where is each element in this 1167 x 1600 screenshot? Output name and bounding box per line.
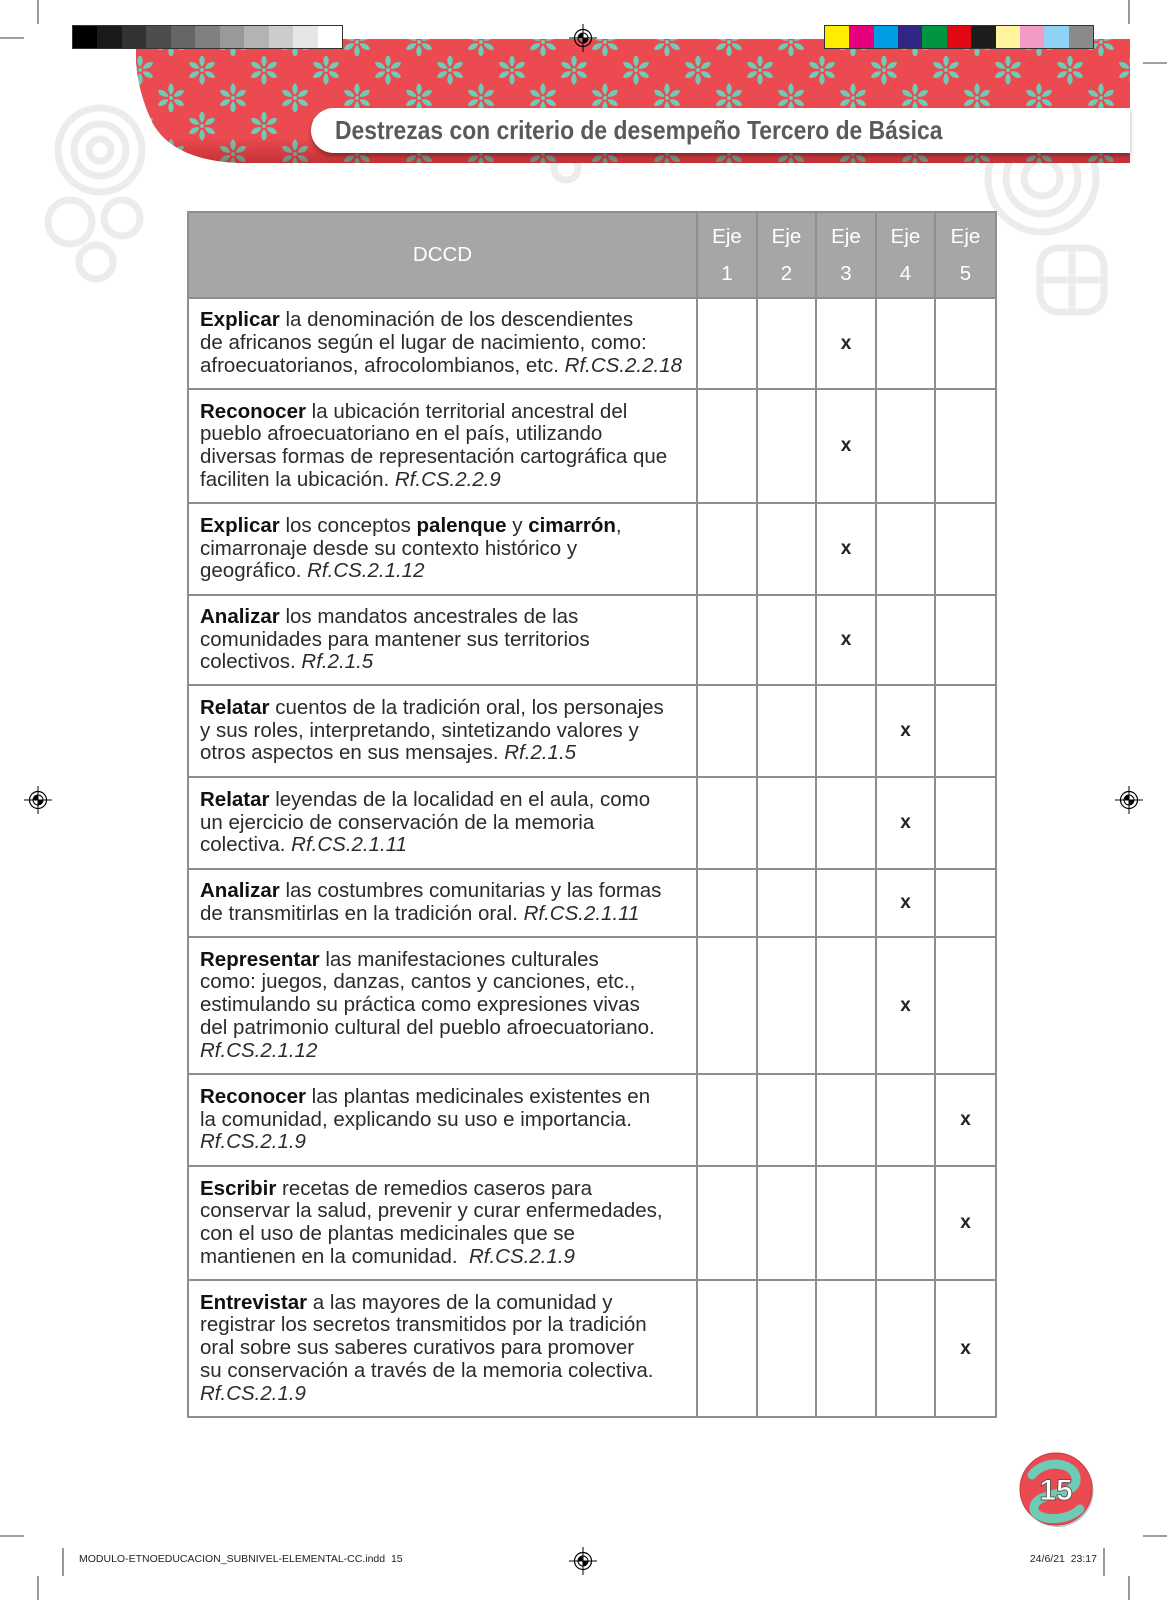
process-color-swatch	[874, 26, 898, 48]
table-row	[188, 503, 996, 595]
table-row	[188, 298, 996, 389]
skill-description	[188, 937, 697, 1074]
eje-2-mark	[757, 685, 816, 777]
table-row	[188, 1280, 996, 1417]
description-line	[200, 629, 696, 652]
eje-5-mark: x	[935, 1280, 996, 1417]
skill-verb: Entrevistar	[200, 1290, 308, 1314]
description-text: la denominación de los descendientes	[279, 308, 634, 332]
eje-4-mark	[876, 503, 935, 595]
process-color-swatch	[922, 26, 946, 48]
eje-3-mark: x	[816, 298, 876, 389]
description-line	[200, 812, 696, 835]
reference-code: Rf.2.1.5	[301, 650, 374, 674]
description-text: y sus roles, interpretando, sintetizando valores y	[200, 718, 639, 742]
footer-file-name: MODULO-ETNOEDUCACION_SUBNIVEL-ELEMENTAL-CC.indd 15	[79, 1553, 403, 1565]
eje-5-mark: x	[935, 1074, 996, 1166]
description-text: y	[506, 513, 529, 537]
skill-verb: Explicar	[200, 308, 280, 332]
eje-3-mark	[816, 1166, 876, 1280]
description-line	[200, 789, 696, 812]
description-line	[200, 515, 696, 538]
description-text: otros aspectos en sus mensajes.	[200, 741, 505, 765]
description-text: a las mayores de la comunidad y	[307, 1290, 613, 1314]
eje-1-mark	[697, 298, 757, 389]
description-line	[200, 1178, 696, 1201]
skill-verb: Relatar	[200, 787, 270, 811]
page-number: 15	[1039, 1474, 1073, 1507]
description-line	[200, 560, 696, 583]
skill-verb: Reconocer	[200, 1084, 306, 1108]
description-line	[200, 538, 696, 561]
description-text: la comunidad, explicando su uso e importancia.	[200, 1107, 632, 1131]
column-header-eje-2	[757, 212, 816, 298]
description-line	[200, 1223, 696, 1246]
grayscale-swatch	[195, 26, 219, 48]
eje-4-mark	[876, 389, 935, 503]
column-header-eje-1	[697, 212, 757, 298]
eje-2-mark	[757, 1074, 816, 1166]
description-line	[200, 1017, 696, 1040]
eje-2-mark	[757, 1166, 816, 1280]
eje-label: Eje	[950, 225, 981, 248]
skill-description	[188, 503, 697, 595]
eje-3-mark	[816, 777, 876, 869]
footer-timestamp: 24/6/21 23:17	[1029, 1553, 1097, 1565]
description-text: las costumbres comunitarias y las formas	[279, 879, 662, 903]
description-line	[200, 742, 696, 765]
eje-number: 4	[899, 262, 912, 285]
description-text: mantienen en la comunidad.	[200, 1244, 469, 1268]
registration-target-icon	[1115, 786, 1143, 814]
eje-1-mark	[697, 685, 757, 777]
eje-3-mark	[816, 937, 876, 1074]
process-color-bar	[824, 25, 1094, 49]
table-row	[188, 1166, 996, 1280]
grayscale-swatch	[73, 26, 97, 48]
eje-2-mark	[757, 869, 816, 937]
reference-code: Rf.CS.2.1.11	[291, 833, 407, 857]
grayscale-swatch	[146, 26, 170, 48]
eje-label: Eje	[831, 225, 861, 248]
grayscale-swatch	[269, 26, 293, 48]
column-header-eje-3	[816, 212, 876, 298]
grayscale-swatch	[244, 26, 268, 48]
description-line	[200, 446, 696, 469]
description-line	[200, 1086, 696, 1109]
description-text: cuentos de la tradición oral, los personajes	[269, 695, 664, 719]
table-row	[188, 1074, 996, 1166]
eje-1-mark	[697, 389, 757, 503]
eje-1-mark	[697, 937, 757, 1074]
description-line	[200, 903, 696, 926]
skill-description	[188, 298, 697, 389]
description-text: diversas formas de representación cartográfica que	[200, 445, 668, 468]
skill-verb: Analizar	[200, 879, 280, 903]
reference-code: Rf.2.1.5	[504, 741, 577, 765]
description-line	[200, 1109, 696, 1132]
skill-verb: Representar	[200, 947, 320, 971]
grayscale-swatch	[318, 26, 342, 48]
description-line	[200, 1200, 696, 1223]
skill-verb: Reconocer	[200, 399, 306, 423]
description-text: colectiva.	[200, 833, 292, 857]
table-row	[188, 777, 996, 869]
eje-2-mark	[757, 503, 816, 595]
description-text: del patrimonio cultural del pueblo afroecuatoriano.	[200, 1015, 655, 1039]
description-text: la ubicación territorial ancestral del	[305, 399, 628, 423]
description-text: las plantas medicinales existentes en	[305, 1084, 651, 1108]
skill-description	[188, 777, 697, 869]
grayscale-swatch	[97, 26, 121, 48]
skill-verb: palenque	[416, 513, 507, 537]
description-text: conservar la salud, prevenir y curar enfermedades,	[200, 1199, 663, 1223]
eje-2-mark	[757, 777, 816, 869]
description-line	[200, 401, 696, 424]
description-text: los mandatos ancestrales de las	[279, 604, 579, 628]
eje-5-mark	[935, 869, 996, 937]
eje-2-mark	[757, 298, 816, 389]
eje-5-mark	[935, 503, 996, 595]
reference-code: Rf.CS.2.1.12	[307, 559, 425, 583]
description-text: oral sobre sus saberes curativos para promover	[200, 1336, 635, 1360]
description-text: un ejercicio de conservación de la memoria	[200, 810, 595, 834]
registration-target-icon	[24, 786, 52, 814]
eje-label: Eje	[712, 225, 742, 248]
description-text: con el uso de plantas medicinales que se	[200, 1222, 575, 1245]
page-title: Destrezas con criterio de desempeño Tercero de Básica	[335, 115, 943, 145]
eje-4-mark: x	[876, 937, 935, 1074]
skill-verb: Relatar	[200, 695, 270, 719]
description-line	[200, 651, 696, 674]
table-row	[188, 685, 996, 777]
description-line	[200, 1292, 696, 1315]
description-line	[200, 994, 696, 1017]
eje-1-mark	[697, 1166, 757, 1280]
description-line	[200, 971, 696, 994]
description-text: de africanos según el lugar de nacimiento, como:	[200, 331, 647, 355]
skill-description	[188, 1074, 697, 1166]
description-text: pueblo afroecuatoriano en el país, utilizando	[200, 422, 603, 446]
description-text: su conservación a través de la memoria colectiva.	[200, 1358, 654, 1382]
eje-3-mark	[816, 1074, 876, 1166]
eje-label: Eje	[771, 225, 802, 248]
eje-5-mark	[935, 685, 996, 777]
table-header-row	[188, 212, 996, 298]
eje-1-mark	[697, 869, 757, 937]
eje-number: 1	[721, 262, 733, 285]
column-header-eje-4	[876, 212, 935, 298]
description-line	[200, 355, 696, 378]
eje-4-mark: x	[876, 685, 935, 777]
eje-5-mark	[935, 298, 996, 389]
eje-4-mark	[876, 595, 935, 685]
process-color-swatch	[1069, 26, 1093, 48]
reference-code: Rf.CS.2.1.9	[200, 1381, 306, 1405]
eje-4-mark	[876, 1166, 935, 1280]
description-text: de transmitirlas en la tradición oral.	[200, 902, 524, 925]
eje-4-mark	[876, 1074, 935, 1166]
description-text: los conceptos	[279, 513, 417, 537]
eje-3-mark: x	[816, 595, 876, 685]
skill-description	[188, 1166, 697, 1280]
table-row	[188, 389, 996, 503]
eje-5-mark: x	[935, 1166, 996, 1280]
description-line	[200, 949, 696, 972]
description-line	[200, 309, 696, 332]
table-row	[188, 595, 996, 685]
skill-description	[188, 595, 697, 685]
title-banner	[311, 108, 1130, 153]
description-line	[200, 1131, 696, 1154]
eje-3-mark	[816, 685, 876, 777]
column-header-eje-5	[935, 212, 996, 298]
eje-4-mark	[876, 1280, 935, 1417]
description-text: faciliten la ubicación.	[200, 467, 395, 491]
eje-number: 3	[840, 262, 852, 285]
description-text: recetas de remedios caseros para	[276, 1176, 592, 1200]
eje-1-mark	[697, 595, 757, 685]
eje-5-mark	[935, 389, 996, 503]
description-text: ,	[615, 513, 622, 537]
grayscale-swatch	[122, 26, 146, 48]
process-color-swatch	[1020, 26, 1044, 48]
process-color-swatch	[825, 26, 849, 48]
reference-code: Rf.CS.2.1.9	[200, 1130, 306, 1154]
process-color-swatch	[1044, 26, 1068, 48]
description-text: estimulando su práctica como expresiones vivas	[200, 993, 640, 1017]
eje-5-mark	[935, 937, 996, 1074]
process-color-swatch	[996, 26, 1020, 48]
eje-5-mark	[935, 777, 996, 869]
skill-description	[188, 1280, 697, 1417]
description-line	[200, 469, 696, 492]
eje-2-mark	[757, 1280, 816, 1417]
process-color-swatch	[898, 26, 922, 48]
description-line	[200, 834, 696, 857]
description-line	[200, 423, 696, 446]
description-line	[200, 880, 696, 903]
description-line	[200, 1383, 696, 1406]
description-line	[200, 332, 696, 355]
skill-description	[188, 869, 697, 937]
reference-code: Rf.CS.2.2.18	[564, 353, 683, 377]
eje-2-mark	[757, 937, 816, 1074]
eje-number: 5	[959, 262, 972, 285]
description-text: cimarronaje desde su contexto histórico y	[200, 536, 578, 560]
eje-1-mark	[697, 1280, 757, 1417]
description-text: comunidades para mantener sus territorios	[200, 627, 590, 651]
description-text: como: juegos, danzas, cantos y canciones, etc.,	[200, 970, 636, 994]
reference-code: Rf.CS.2.1.11	[523, 902, 640, 925]
description-line	[200, 1360, 696, 1383]
eje-2-mark	[757, 389, 816, 503]
description-text: leyendas de la localidad en el aula, como	[269, 787, 651, 811]
description-text: geográfico.	[200, 559, 308, 583]
skill-verb: cimarrón	[528, 513, 616, 537]
skill-verb: Analizar	[200, 604, 280, 628]
eje-3-mark: x	[816, 503, 876, 595]
eje-label: Eje	[890, 225, 921, 248]
eje-3-mark	[816, 869, 876, 937]
skills-table	[187, 211, 997, 1418]
eje-1-mark	[697, 1074, 757, 1166]
registration-target-icon	[569, 1547, 597, 1575]
skill-verb: Explicar	[200, 513, 280, 537]
eje-4-mark	[876, 298, 935, 389]
eje-4-mark: x	[876, 777, 935, 869]
description-line	[200, 1246, 696, 1269]
skill-description	[188, 389, 697, 503]
eje-2-mark	[757, 595, 816, 685]
description-line	[200, 1337, 696, 1360]
description-text: registrar los secretos transmitidos por la tradición	[200, 1313, 647, 1337]
description-line	[200, 720, 696, 743]
description-text: afroecuatorianos, afrocolombianos, etc.	[200, 353, 565, 377]
eje-5-mark	[935, 595, 996, 685]
eje-1-mark	[697, 777, 757, 869]
grayscale-swatch	[171, 26, 195, 48]
description-line	[200, 1314, 696, 1337]
eje-4-mark: x	[876, 869, 935, 937]
eje-3-mark: x	[816, 389, 876, 503]
eje-number: 2	[780, 262, 793, 285]
process-color-swatch	[971, 26, 995, 48]
description-text: las manifestaciones culturales	[319, 947, 599, 971]
description-line	[200, 606, 696, 629]
skill-description	[188, 685, 697, 777]
table-row	[188, 869, 996, 937]
reference-code: Rf.CS.2.1.12	[200, 1038, 318, 1062]
process-color-swatch	[947, 26, 971, 48]
eje-1-mark	[697, 503, 757, 595]
page-number-badge	[1016, 1449, 1096, 1529]
grayscale-swatch	[293, 26, 317, 48]
reference-code: Rf.CS.2.1.9	[468, 1244, 575, 1268]
description-text: colectivos.	[200, 650, 302, 674]
description-line	[200, 697, 696, 720]
process-color-swatch	[849, 26, 873, 48]
table-row	[188, 937, 996, 1074]
skill-verb: Escribir	[200, 1176, 277, 1200]
reference-code: Rf.CS.2.2.9	[394, 467, 501, 491]
grayscale-swatch	[220, 26, 244, 48]
description-line	[200, 1040, 696, 1063]
eje-3-mark	[816, 1280, 876, 1417]
column-header-dccd: DCCD	[188, 212, 697, 298]
grayscale-color-bar	[72, 25, 343, 49]
